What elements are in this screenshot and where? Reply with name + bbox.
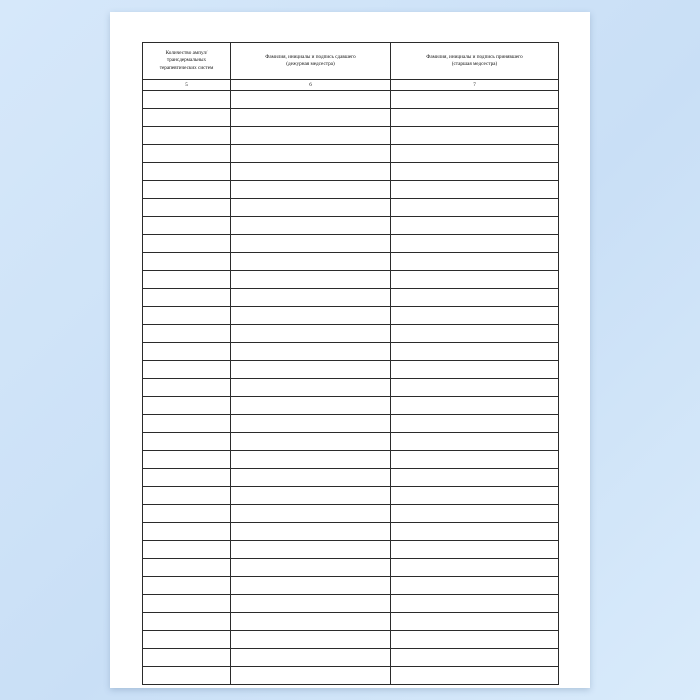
table-cell[interactable]	[391, 433, 559, 451]
table-cell[interactable]	[231, 559, 391, 577]
table-cell[interactable]	[391, 271, 559, 289]
table-cell[interactable]	[391, 451, 559, 469]
table-cell[interactable]	[231, 379, 391, 397]
table-cell[interactable]	[231, 325, 391, 343]
column-header-handed-over	[231, 43, 391, 80]
table-row[interactable]	[143, 415, 559, 433]
table-row[interactable]	[143, 577, 559, 595]
table-cell[interactable]	[231, 91, 391, 109]
table-cell[interactable]	[391, 343, 559, 361]
column-header-quantity-line-1: Количество ампул/	[165, 50, 208, 57]
table-cell[interactable]	[391, 127, 559, 145]
table-cell[interactable]	[143, 523, 231, 541]
column-header-quantity-line-3: терапевтических систем	[159, 64, 214, 71]
table-cell[interactable]	[143, 649, 231, 667]
table-cell[interactable]	[231, 289, 391, 307]
table-row[interactable]	[143, 631, 559, 649]
table-cell[interactable]	[143, 451, 231, 469]
table-cell[interactable]	[231, 595, 391, 613]
table-cell[interactable]	[143, 307, 231, 325]
table-cell[interactable]	[231, 181, 391, 199]
table-row[interactable]	[143, 325, 559, 343]
table-row[interactable]	[143, 253, 559, 271]
table-cell[interactable]	[391, 505, 559, 523]
table-row[interactable]	[143, 289, 559, 307]
table-cell[interactable]	[391, 595, 559, 613]
table-cell[interactable]	[143, 469, 231, 487]
table-cell[interactable]	[143, 379, 231, 397]
table-cell[interactable]	[231, 469, 391, 487]
table-cell[interactable]	[231, 667, 391, 685]
table-row[interactable]	[143, 433, 559, 451]
table-cell[interactable]	[143, 505, 231, 523]
table-cell[interactable]	[231, 145, 391, 163]
table-cell[interactable]	[143, 343, 231, 361]
table-row[interactable]	[143, 667, 559, 685]
table-cell[interactable]	[391, 667, 559, 685]
table-row[interactable]	[143, 199, 559, 217]
table-row[interactable]	[143, 235, 559, 253]
table-cell[interactable]	[391, 289, 559, 307]
table-cell[interactable]	[143, 91, 231, 109]
table-row[interactable]	[143, 361, 559, 379]
table-cell[interactable]	[391, 253, 559, 271]
table-row[interactable]	[143, 451, 559, 469]
table-cell[interactable]	[231, 127, 391, 145]
table-row[interactable]	[143, 397, 559, 415]
table-cell[interactable]	[143, 595, 231, 613]
column-header-received-by-line-2: (старшая медсестра)	[451, 61, 498, 67]
table-row[interactable]	[143, 127, 559, 145]
table-cell[interactable]	[391, 379, 559, 397]
table-cell[interactable]	[391, 469, 559, 487]
table-cell[interactable]	[391, 91, 559, 109]
document-page	[110, 12, 590, 688]
table-row[interactable]	[143, 217, 559, 235]
table-cell[interactable]	[143, 361, 231, 379]
table-row[interactable]	[143, 649, 559, 667]
table-cell[interactable]	[391, 415, 559, 433]
table-cell[interactable]	[143, 199, 231, 217]
table-row[interactable]	[143, 505, 559, 523]
column-header-received-by-line-1: Фамилия, инициалы и подпись принявшего	[426, 53, 523, 60]
table-cell[interactable]	[391, 613, 559, 631]
table-cell[interactable]	[231, 307, 391, 325]
column-number-6: 6	[231, 80, 391, 91]
table-cell[interactable]	[231, 613, 391, 631]
table-cell[interactable]	[143, 289, 231, 307]
column-header-handed-over-line-1: Фамилия, инициалы и подпись сдавшего	[265, 53, 356, 60]
table-cell[interactable]	[143, 559, 231, 577]
table-cell[interactable]	[391, 109, 559, 127]
table-cell[interactable]	[143, 325, 231, 343]
table-cell[interactable]	[143, 577, 231, 595]
table-cell[interactable]	[143, 397, 231, 415]
table-row[interactable]	[143, 91, 559, 109]
table-cell[interactable]	[231, 199, 391, 217]
table-cell[interactable]	[143, 253, 231, 271]
table-cell[interactable]	[391, 235, 559, 253]
table-cell[interactable]	[231, 271, 391, 289]
table-row[interactable]	[143, 271, 559, 289]
table-cell[interactable]	[143, 109, 231, 127]
column-header-quantity-line-2: трансдермальных	[166, 57, 207, 64]
table-cell[interactable]	[143, 667, 231, 685]
column-header-quantity	[143, 43, 231, 80]
table-cell[interactable]	[231, 361, 391, 379]
table-cell[interactable]	[391, 361, 559, 379]
table-cell[interactable]	[391, 397, 559, 415]
form-sheet	[142, 42, 558, 685]
table-cell[interactable]	[391, 487, 559, 505]
table-row[interactable]	[143, 559, 559, 577]
table-cell[interactable]	[391, 631, 559, 649]
table-row[interactable]	[143, 307, 559, 325]
table-cell[interactable]	[143, 541, 231, 559]
table-cell[interactable]	[143, 613, 231, 631]
column-header-received-by	[391, 43, 559, 80]
table-cell[interactable]	[143, 181, 231, 199]
column-header-handed-over-line-2: (дежурная медсестра)	[286, 61, 335, 67]
table-cell[interactable]	[231, 523, 391, 541]
table-cell[interactable]	[231, 109, 391, 127]
table-cell[interactable]	[231, 505, 391, 523]
table-row[interactable]	[143, 163, 559, 181]
table-row[interactable]	[143, 523, 559, 541]
table-cell[interactable]	[143, 217, 231, 235]
table-cell[interactable]	[231, 253, 391, 271]
table-cell[interactable]	[143, 145, 231, 163]
table-row[interactable]	[143, 487, 559, 505]
table-cell[interactable]	[231, 649, 391, 667]
column-number-row	[143, 80, 559, 91]
table-cell[interactable]	[391, 541, 559, 559]
table-cell[interactable]	[143, 127, 231, 145]
table-cell[interactable]	[391, 145, 559, 163]
table-row[interactable]	[143, 613, 559, 631]
column-number-5: 5	[143, 80, 231, 91]
table-cell[interactable]	[143, 487, 231, 505]
table-cell[interactable]	[231, 397, 391, 415]
table-cell[interactable]	[391, 199, 559, 217]
header-row	[143, 43, 559, 80]
table-row[interactable]	[143, 343, 559, 361]
table-cell[interactable]	[231, 235, 391, 253]
table-row[interactable]	[143, 379, 559, 397]
table-cell[interactable]	[143, 631, 231, 649]
table-cell[interactable]	[391, 217, 559, 235]
table-cell[interactable]	[143, 415, 231, 433]
table-cell[interactable]	[391, 649, 559, 667]
table-header	[143, 43, 559, 91]
table-cell[interactable]	[391, 523, 559, 541]
table-cell[interactable]	[231, 163, 391, 181]
table-cell[interactable]	[391, 181, 559, 199]
column-number-7: 7	[391, 80, 559, 91]
table-cell[interactable]	[231, 577, 391, 595]
table-cell[interactable]	[391, 163, 559, 181]
table-row[interactable]	[143, 541, 559, 559]
table-cell[interactable]	[391, 559, 559, 577]
table-row[interactable]	[143, 145, 559, 163]
table-cell[interactable]	[143, 433, 231, 451]
table-body	[143, 91, 559, 685]
table-cell[interactable]	[391, 307, 559, 325]
table-cell[interactable]	[231, 631, 391, 649]
records-table	[142, 42, 559, 685]
table-cell[interactable]	[143, 271, 231, 289]
table-cell[interactable]	[231, 451, 391, 469]
table-cell[interactable]	[231, 415, 391, 433]
table-cell[interactable]	[391, 325, 559, 343]
table-row[interactable]	[143, 181, 559, 199]
table-cell[interactable]	[143, 163, 231, 181]
table-cell[interactable]	[231, 487, 391, 505]
table-cell[interactable]	[231, 343, 391, 361]
table-cell[interactable]	[391, 577, 559, 595]
table-cell[interactable]	[143, 235, 231, 253]
table-row[interactable]	[143, 595, 559, 613]
table-cell[interactable]	[231, 217, 391, 235]
table-row[interactable]	[143, 109, 559, 127]
table-cell[interactable]	[231, 541, 391, 559]
table-row[interactable]	[143, 469, 559, 487]
table-cell[interactable]	[231, 433, 391, 451]
